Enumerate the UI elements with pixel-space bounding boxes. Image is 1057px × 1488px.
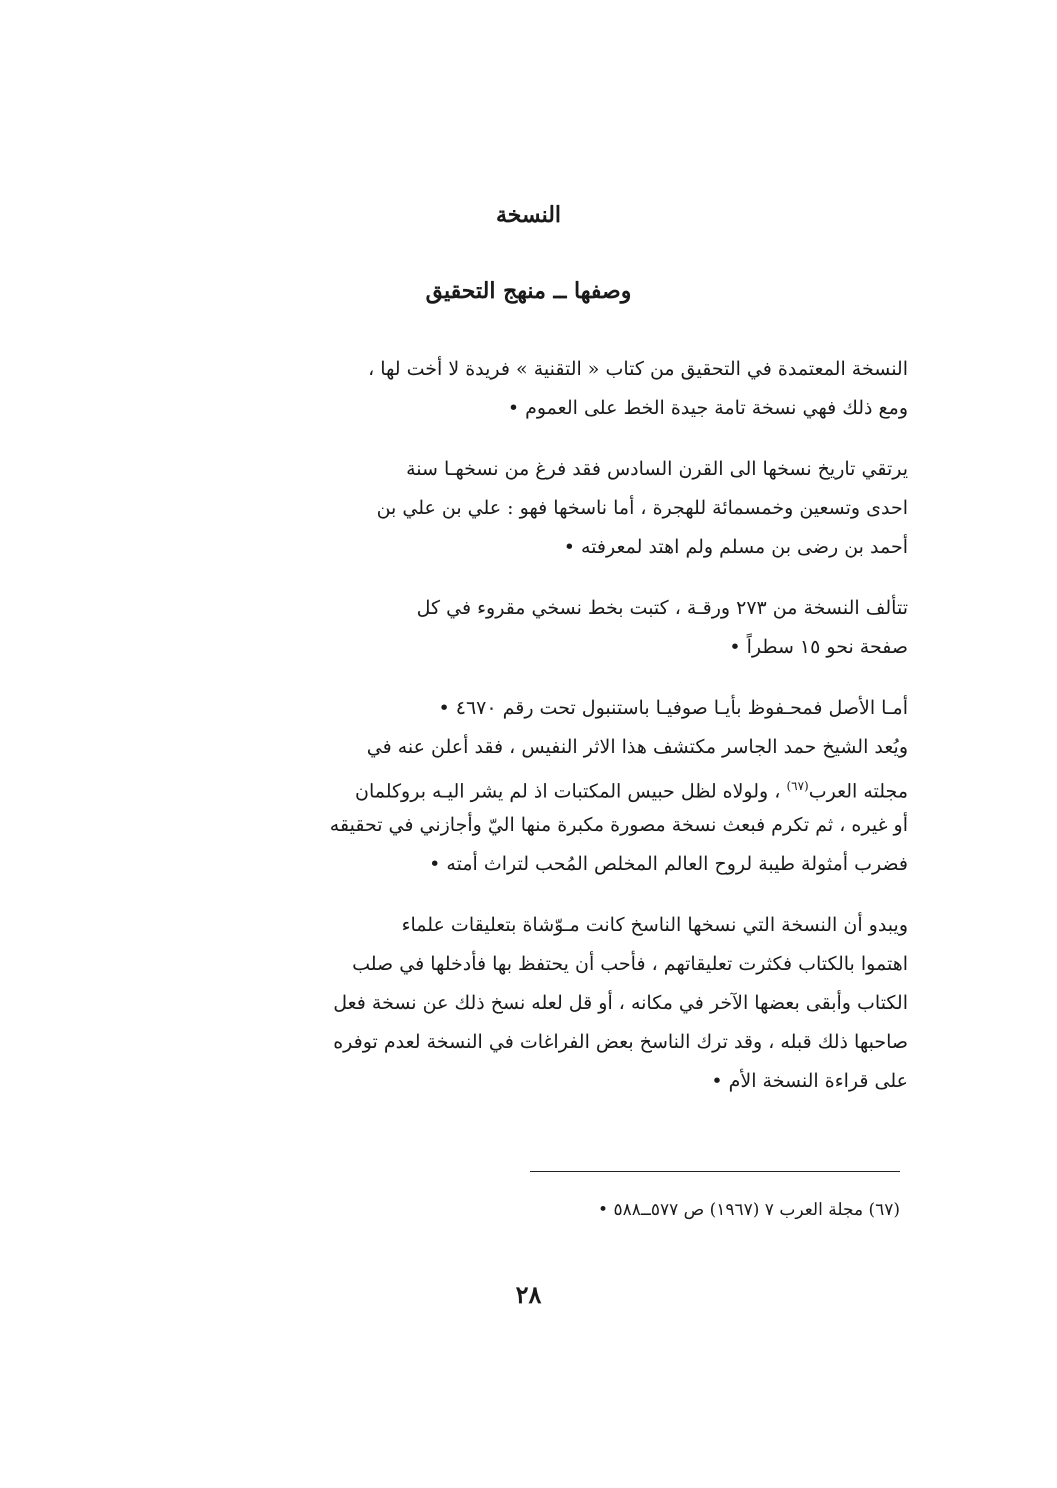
text-line: أمـا الأصل فمحـفوظ بأيـا صوفيـا باستنبول تحت رقم ٤٦٧٠ •: [438, 697, 908, 719]
footnote-reference: (٦٧): [786, 779, 809, 793]
paragraph-5: [188, 906, 908, 1101]
footnote: (٦٧) مجلة العرب ٧ (١٩٦٧) ص ٥٧٧ــ٥٨٨ •: [598, 1200, 900, 1220]
text-line: ويبدو أن النسخة التي نسخها الناسخ كانت مـوّشاة بتعليقات علماء: [401, 914, 908, 936]
text-line: اهتموا بالكتاب فكثرت تعليقاتهم ، فأحب أن يحتفظ بها فأدخلها في صلب: [352, 953, 908, 975]
body-text: [188, 350, 908, 1123]
text-line: النسخة المعتمدة في التحقيق من كتاب « التقنية » فريدة لا أخت لها ،: [368, 358, 908, 380]
paragraph-2: [188, 450, 908, 567]
footnote-divider: [530, 1171, 900, 1172]
text-line: على قراءة النسخة الأم •: [711, 1070, 908, 1092]
text-line-with-footnote: [188, 767, 908, 806]
text-line: الكتاب وأبقى بعضها الآخر في مكانه ، أو قل لعله نسخ ذلك عن نسخة فعل: [333, 992, 908, 1014]
text-line: صاحبها ذلك قبله ، وقد ترك الناسخ بعض الفراغات في النسخة لعدم توفره: [333, 1031, 908, 1053]
text-line: أحمد بن رضى بن مسلم ولم اهتد لمعرفته •: [563, 536, 908, 558]
page-number: ٢٨: [515, 1280, 542, 1309]
page-title: النسخة: [495, 202, 562, 228]
text-line: ويُعد الشيخ حمد الجاسر مكتشف هذا الاثر النفيس ، فقد أعلن عنه في: [366, 736, 908, 758]
text-line: تتألف النسخة من ٢٧٣ ورقـة ، كتبت بخط نسخي مقروء في كل: [416, 597, 908, 619]
paragraph-3: [188, 589, 908, 667]
text-segment: مجلته العرب: [808, 780, 908, 803]
text-line: صفحة نحو ١٥ سطراً •: [729, 636, 908, 658]
text-line: ومع ذلك فهي نسخة تامة جيدة الخط على العموم •: [507, 397, 908, 419]
text-line: يرتقي تاريخ نسخها الى القرن السادس فقد فرغ من نسخهـا سنة: [406, 458, 908, 480]
text-line: احدى وتسعين وخمسمائة للهجرة ، أما ناسخها فهو : علي بن علي بن: [376, 497, 908, 519]
paragraph-4: [188, 689, 908, 884]
paragraph-1: [188, 350, 908, 428]
text-segment: ، ولولاه لظل حبيس المكتبات اذ لم يشر اليـه بروكلمان: [354, 780, 787, 803]
text-line: فضرب أمثولة طيبة لروح العالم المخلص المُحب لتراث أمته •: [429, 853, 908, 875]
page-subtitle: وصفها ــ منهج التحقيق: [425, 278, 632, 304]
text-line: أو غيره ، ثم تكرم فبعث نسخة مصورة مكبرة منها اليّ وأجازني في تحقيقه: [329, 814, 908, 836]
